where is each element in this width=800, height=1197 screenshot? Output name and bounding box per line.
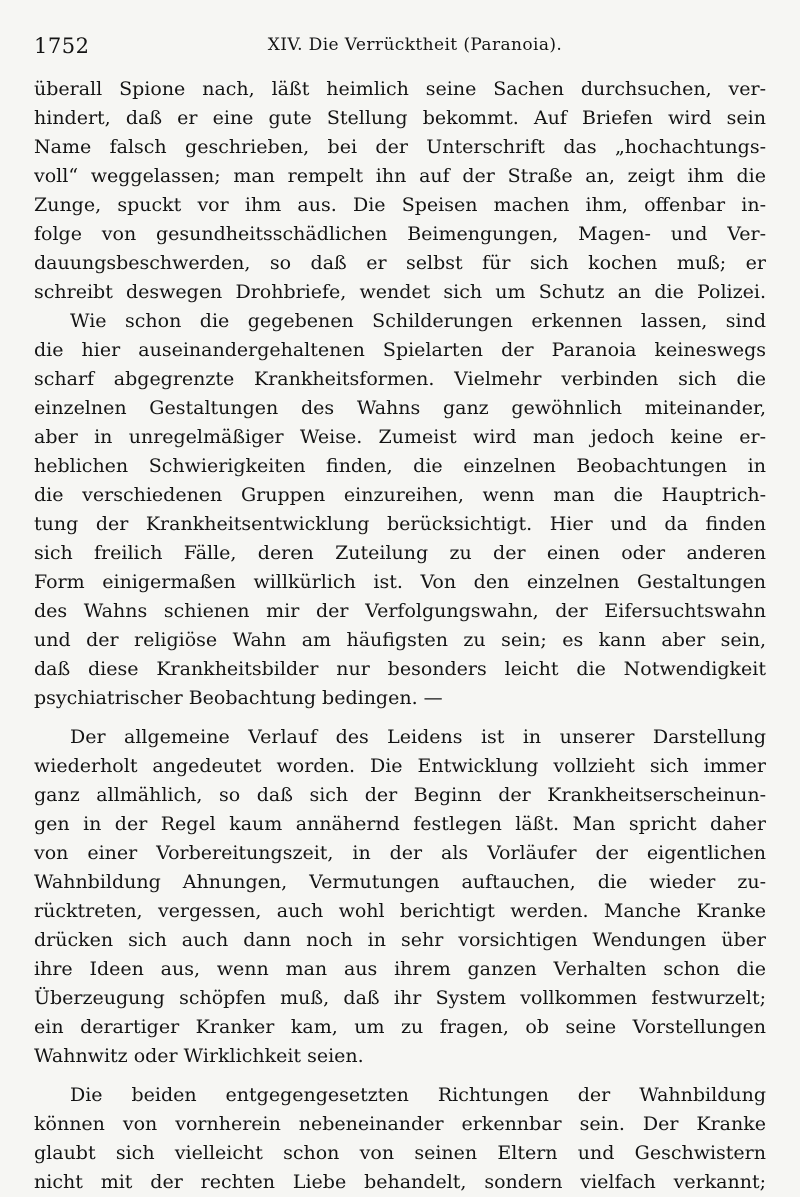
text-line: wiederholt angedeutet worden. Die Entwicklung vollzieht sich immer (34, 755, 766, 777)
paragraph-2 (34, 307, 766, 713)
text-line: überall Spione nach, läßt heimlich seine Sachen durchsuchen, ver- (34, 78, 766, 100)
text-line: glaubt sich vielleicht schon von seinen Eltern und Geschwistern (34, 1142, 766, 1164)
text-line: Die beiden entgegengesetzten Richtungen der Wahnbildung (70, 1084, 766, 1106)
text-line: des Wahns schienen mir der Verfolgungswahn, der Eifersuchtswahn (34, 600, 766, 622)
text-line: die hier auseinandergehaltenen Spielarten der Paranoia keineswegs (34, 339, 766, 361)
text-line: Form einigermaßen willkürlich ist. Von den einzelnen Gestaltungen (34, 571, 766, 593)
text-line: drücken sich auch dann noch in sehr vorsichtigen Wendungen über (34, 929, 766, 951)
text-line: scharf abgegrenzte Krankheitsformen. Vielmehr verbinden sich die (34, 368, 766, 390)
paragraph-spacer (34, 713, 766, 723)
text-line: psychiatrischer Beobachtung bedingen. — (34, 687, 443, 709)
text-line: ihre Ideen aus, wenn man aus ihrem ganzen Verhalten schon die (34, 958, 766, 980)
text-line: Der allgemeine Verlauf des Leidens ist in unserer Darstellung (70, 726, 766, 748)
text-line: tung der Krankheitsentwicklung berücksichtigt. Hier und da finden (34, 513, 766, 535)
text-line: Wahnwitz oder Wirklichkeit seien. (34, 1045, 364, 1067)
text-line: schreibt deswegen Drohbriefe, wendet sich um Schutz an die Polizei. (34, 281, 766, 303)
text-line: gen in der Regel kaum annähernd festlegen läßt. Man spricht daher (34, 813, 766, 835)
text-line: von einer Vorbereitungszeit, in der als Vorläufer der eigentlichen (34, 842, 766, 864)
text-line: ganz allmählich, so daß sich der Beginn der Krankheitserscheinun- (34, 784, 766, 806)
text-line: einzelnen Gestaltungen des Wahns ganz gewöhnlich miteinander, (34, 397, 766, 419)
text-line: Zunge, spuckt vor ihm aus. Die Speisen machen ihm, offenbar in- (34, 194, 766, 216)
text-line: und der religiöse Wahn am häufigsten zu sein; es kann aber sein, (34, 629, 766, 651)
paragraph-1 (34, 75, 766, 307)
text-line: sich freilich Fälle, deren Zuteilung zu der einen oder anderen (34, 542, 766, 564)
text-line: voll“ weggelassen; man rempelt ihn auf der Straße an, zeigt ihm die (34, 165, 766, 187)
text-line: aber in unregelmäßiger Weise. Zumeist wird man jedoch keine er- (34, 426, 766, 448)
text-line: Überzeugung schöpfen muß, daß ihr System vollkommen festwurzelt; (34, 987, 766, 1009)
text-line: daß diese Krankheitsbilder nur besonders leicht die Notwendigkeit (34, 658, 766, 680)
body-text (34, 75, 766, 1197)
text-line: nicht mit der rechten Liebe behandelt, sondern vielfach verkannt; (34, 1171, 766, 1193)
text-line: Name falsch geschrieben, bei der Unterschrift das „hochachtungs- (34, 136, 766, 158)
paragraph-3 (34, 723, 766, 1071)
text-line: heblichen Schwierigkeiten finden, die einzelnen Beobachtungen in (34, 455, 766, 477)
text-line: Wie schon die gegebenen Schilderungen erkennen lassen, sind (70, 310, 766, 332)
text-line: folge von gesundheitsschädlichen Beimengungen, Magen- und Ver- (34, 223, 766, 245)
paragraph-spacer (34, 1071, 766, 1081)
text-line: die verschiedenen Gruppen einzureihen, wenn man die Hauptrich- (34, 484, 766, 506)
text-line: hindert, daß er eine gute Stellung bekommt. Auf Briefen wird sein (34, 107, 766, 129)
text-line: können von vornherein nebeneinander erkennbar sein. Der Kranke (34, 1113, 766, 1135)
text-line: Wahnbildung Ahnungen, Vermutungen auftauchen, die wieder zu- (34, 871, 766, 893)
text-line: ein derartiger Kranker kam, um zu fragen, ob seine Vorstellungen (34, 1016, 766, 1038)
page-header (0, 22, 800, 62)
text-line: rücktreten, vergessen, auch wohl berichtigt werden. Manche Kranke (34, 900, 766, 922)
page-number: 1752 (34, 34, 90, 58)
text-line: dauungsbeschwerden, so daß er selbst für sich kochen muß; er (34, 252, 766, 274)
paragraph-4 (34, 1081, 766, 1197)
running-head: XIV. Die Verrücktheit (Paranoia). (267, 35, 563, 55)
